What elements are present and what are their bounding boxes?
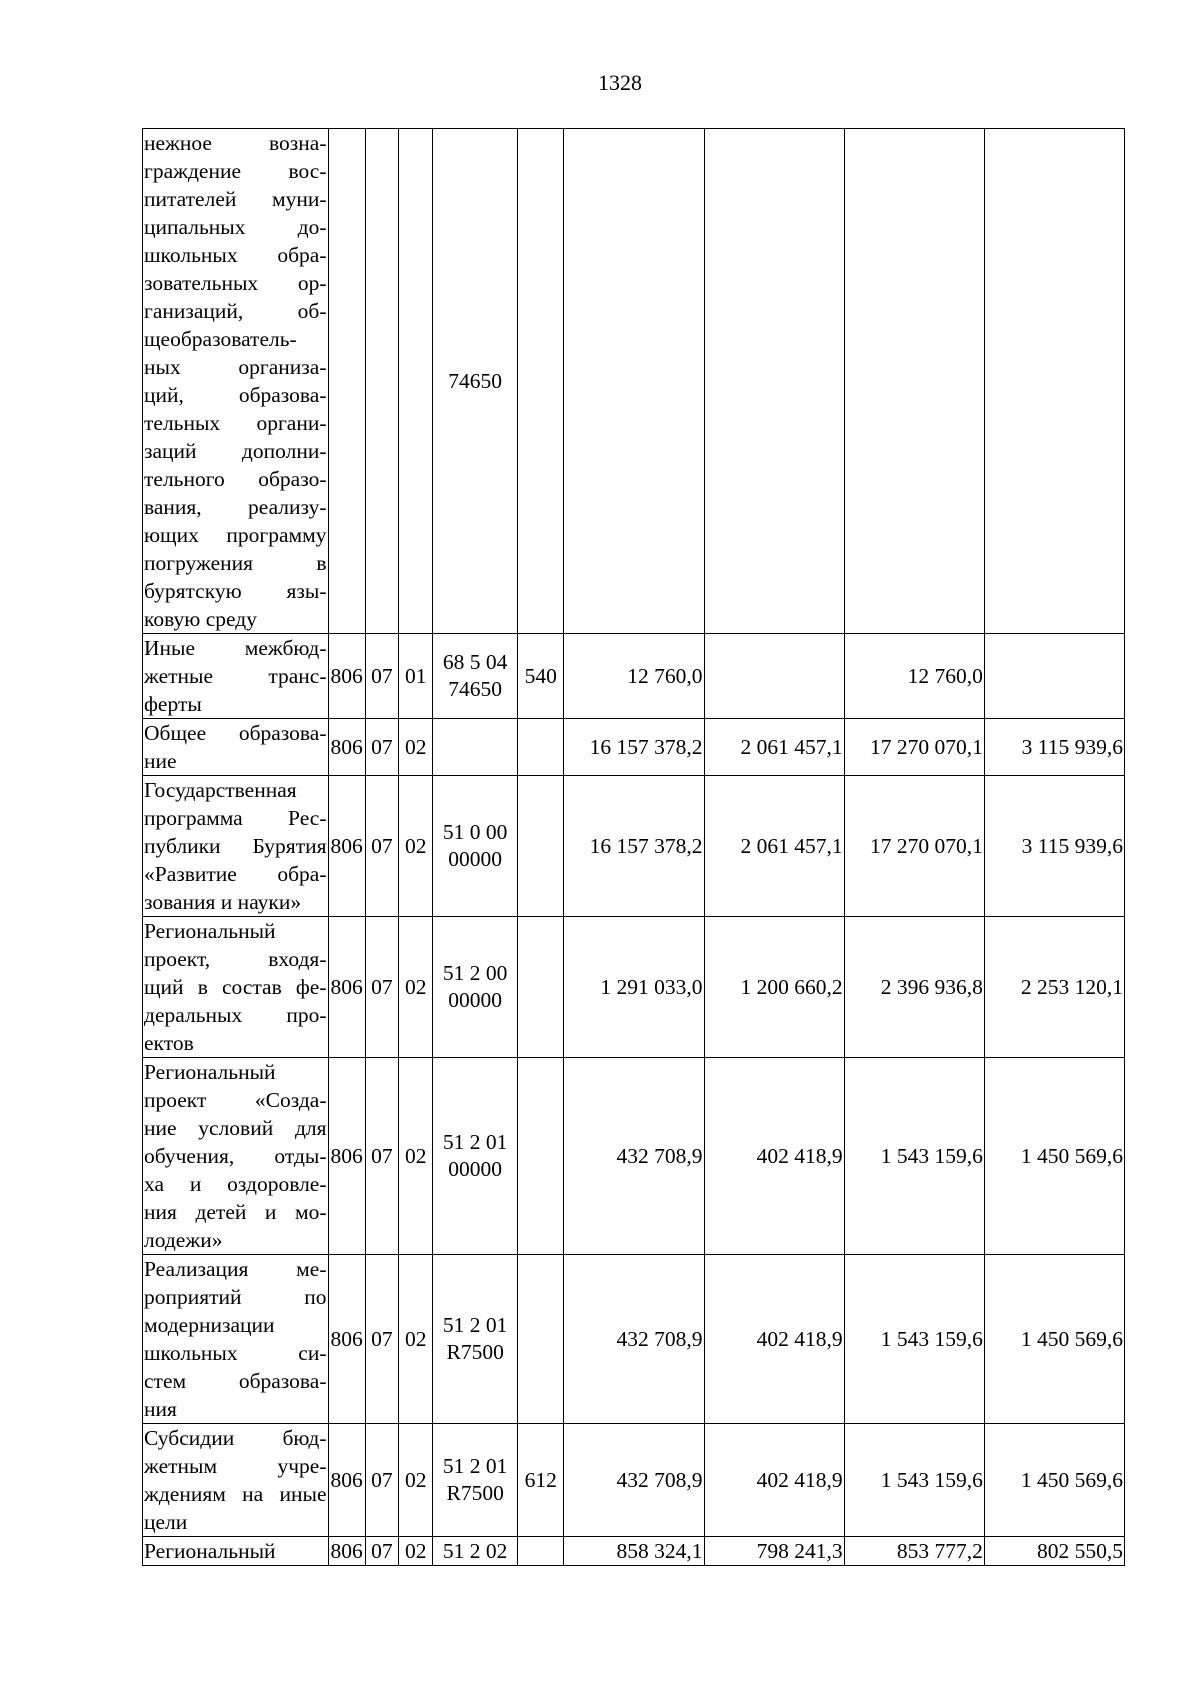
- subsection-code-cell: 02: [399, 1537, 433, 1566]
- row-name-line: ния детей и мо-: [144, 1200, 327, 1224]
- row-name-line: погружения в: [144, 551, 327, 575]
- amount-cell-4: [984, 129, 1124, 634]
- table-row: [143, 1424, 1125, 1537]
- target-article-line: 51 2 01: [442, 1454, 508, 1478]
- section-code-cell: 07: [365, 719, 398, 776]
- amount-cell-4: 1 450 569,6: [984, 1424, 1124, 1537]
- table-row: [143, 719, 1125, 776]
- amount-cell-3: 1 543 159,6: [844, 1424, 984, 1537]
- admin-code-cell: 806: [328, 634, 365, 719]
- target-article-line: 51 2 02: [442, 1538, 508, 1563]
- amount-cell-2: 402 418,9: [704, 1424, 844, 1537]
- table-row: [143, 1058, 1125, 1255]
- target-article-line: 51 0 00: [442, 820, 508, 844]
- row-name-line: ферты: [144, 692, 202, 716]
- target-article-cell: [433, 917, 518, 1058]
- row-name-line: нежное возна-: [144, 131, 327, 155]
- subsection-code-cell: 02: [399, 1255, 433, 1424]
- section-code-cell: [365, 129, 398, 634]
- expense-type-cell: [518, 1537, 564, 1566]
- row-name-line: щий в состав фе-: [144, 975, 327, 999]
- amount-cell-2: 2 061 457,1: [704, 719, 844, 776]
- expense-type-cell: 612: [518, 1424, 564, 1537]
- target-article-line: 00000: [448, 1157, 503, 1181]
- row-name-line: стем образова-: [144, 1369, 327, 1393]
- row-name-cell: [143, 634, 329, 719]
- row-name-line: проект «Созда-: [144, 1088, 327, 1112]
- target-article-cell: [433, 1058, 518, 1255]
- amount-cell-4: 2 253 120,1: [984, 917, 1124, 1058]
- expense-type-cell: [518, 719, 564, 776]
- table-row: [143, 776, 1125, 917]
- amount-cell-3: 2 396 936,8: [844, 917, 984, 1058]
- row-name-line: ние условий для: [144, 1116, 327, 1140]
- target-article-line: 68 5 04: [442, 650, 508, 674]
- table-row: [143, 129, 1125, 634]
- row-name-line: ектов: [144, 1031, 194, 1055]
- target-article-cell: [433, 129, 518, 634]
- subsection-code-cell: 02: [399, 776, 433, 917]
- row-name-line: ния: [144, 1397, 177, 1421]
- subsection-code-cell: 02: [399, 1424, 433, 1537]
- table-row: [143, 1537, 1125, 1566]
- table-row: [143, 1255, 1125, 1424]
- row-name-line: жетным учре-: [144, 1454, 327, 1478]
- row-name-line: ковую среду: [144, 607, 257, 631]
- row-name-line: проект, входя-: [144, 947, 327, 971]
- row-name-line: ха и оздоровле-: [144, 1172, 327, 1196]
- target-article-cell: [433, 776, 518, 917]
- expense-type-cell: [518, 1255, 564, 1424]
- section-code-cell: 07: [365, 1424, 398, 1537]
- target-article-cell: [433, 1424, 518, 1537]
- row-name-line: ных организа-: [144, 355, 327, 379]
- row-name-line: школьных обра-: [144, 243, 327, 267]
- target-article-cell: [433, 719, 518, 776]
- amount-cell-1: 432 708,9: [564, 1058, 704, 1255]
- amount-cell-4: [984, 634, 1124, 719]
- row-name-cell: [143, 1255, 329, 1424]
- row-name-line: ципальных до-: [144, 215, 327, 239]
- target-article-cell: [433, 1255, 518, 1424]
- row-name-line: школьных си-: [144, 1341, 327, 1365]
- admin-code-cell: 806: [328, 719, 365, 776]
- expense-type-cell: [518, 129, 564, 634]
- row-name-line: ние: [144, 749, 177, 773]
- target-article-line: 00000: [448, 988, 503, 1012]
- target-article-line: 51 2 01: [442, 1130, 508, 1154]
- row-name-line: вания, реализу-: [144, 495, 327, 519]
- subsection-code-cell: [399, 129, 433, 634]
- target-article-line: 74650: [448, 677, 503, 701]
- expense-type-cell: [518, 1058, 564, 1255]
- row-name-cell: [143, 917, 329, 1058]
- subsection-code-cell: 02: [399, 719, 433, 776]
- expense-type-cell: [518, 917, 564, 1058]
- row-name-line: жетные транс-: [144, 664, 327, 688]
- row-name-cell: [143, 719, 329, 776]
- amount-cell-2: 1 200 660,2: [704, 917, 844, 1058]
- amount-cell-1: 12 760,0: [564, 634, 704, 719]
- row-name-cell: [143, 1537, 329, 1566]
- admin-code-cell: 806: [328, 1537, 365, 1566]
- row-name-line: «Развитие обра-: [144, 862, 327, 886]
- admin-code-cell: [328, 129, 365, 634]
- row-name-line: зования и науки»: [144, 890, 302, 914]
- row-name-line: Субсидии бюд-: [144, 1426, 327, 1450]
- row-name-line: ждениям на иные: [144, 1482, 327, 1506]
- admin-code-cell: 806: [328, 917, 365, 1058]
- row-name-cell: [143, 1424, 329, 1537]
- expense-type-cell: [518, 776, 564, 917]
- section-code-cell: 07: [365, 1255, 398, 1424]
- amount-cell-1: 432 708,9: [564, 1424, 704, 1537]
- row-name-line: Реализация ме-: [144, 1257, 327, 1281]
- target-article-line: R7500: [446, 1481, 504, 1505]
- admin-code-cell: 806: [328, 1058, 365, 1255]
- row-name-line: Иные межбюд-: [144, 636, 327, 660]
- row-name-line: ганизаций, об-: [144, 299, 327, 323]
- row-name-line: щеобразователь-: [144, 327, 297, 351]
- amount-cell-3: 1 543 159,6: [844, 1058, 984, 1255]
- amount-cell-2: 2 061 457,1: [704, 776, 844, 917]
- subsection-code-cell: 02: [399, 1058, 433, 1255]
- amount-cell-2: [704, 634, 844, 719]
- row-name-line: ций, образова-: [144, 383, 327, 407]
- amount-cell-3: 17 270 070,1: [844, 776, 984, 917]
- amount-cell-3: 17 270 070,1: [844, 719, 984, 776]
- row-name-line: питателей муни-: [144, 187, 327, 211]
- row-name-line: публики Бурятия: [144, 834, 327, 858]
- amount-cell-2: 402 418,9: [704, 1255, 844, 1424]
- section-code-cell: 07: [365, 634, 398, 719]
- amount-cell-1: 16 157 378,2: [564, 776, 704, 917]
- row-name-line: граждение вос-: [144, 159, 327, 183]
- row-name-line: тельного образо-: [144, 467, 327, 491]
- amount-cell-4: 3 115 939,6: [984, 719, 1124, 776]
- row-name-line: цели: [144, 1510, 188, 1534]
- row-name-line: заций дополни-: [144, 439, 327, 463]
- row-name-line: деральных про-: [144, 1003, 327, 1027]
- amount-cell-2: 402 418,9: [704, 1058, 844, 1255]
- target-article-cell: [433, 634, 518, 719]
- row-name-line: зовательных ор-: [144, 271, 327, 295]
- row-name-cell: [143, 1058, 329, 1255]
- table-row: [143, 634, 1125, 719]
- target-article-line: 51 2 01: [442, 1313, 508, 1337]
- amount-cell-4: 1 450 569,6: [984, 1058, 1124, 1255]
- subsection-code-cell: 01: [399, 634, 433, 719]
- target-article-line: 00000: [448, 847, 503, 871]
- row-name-line: Общее образова-: [144, 721, 327, 745]
- row-name-line: Государственная: [144, 778, 297, 802]
- table-body: [143, 129, 1125, 1566]
- target-article-line: R7500: [446, 1340, 504, 1364]
- page-number: 1328: [598, 70, 642, 95]
- amount-cell-1: 858 324,1: [564, 1537, 704, 1566]
- row-name-cell: [143, 776, 329, 917]
- admin-code-cell: 806: [328, 1424, 365, 1537]
- section-code-cell: 07: [365, 917, 398, 1058]
- row-name-line: лодежи»: [144, 1228, 223, 1252]
- row-name-line: Региональный: [144, 1539, 276, 1563]
- amount-cell-4: 1 450 569,6: [984, 1255, 1124, 1424]
- row-name-line: обучения, отды-: [144, 1144, 327, 1168]
- row-name-line: модернизации: [144, 1313, 275, 1337]
- amount-cell-4: 3 115 939,6: [984, 776, 1124, 917]
- amount-cell-4: 802 550,5: [984, 1537, 1124, 1566]
- amount-cell-3: [844, 129, 984, 634]
- row-name-line: ющих программу: [144, 523, 327, 547]
- row-name-line: бурятскую язы-: [144, 579, 327, 603]
- section-code-cell: 07: [365, 776, 398, 917]
- section-code-cell: 07: [365, 1058, 398, 1255]
- target-article-line: 51 2 00: [442, 961, 508, 985]
- amount-cell-3: 1 543 159,6: [844, 1255, 984, 1424]
- admin-code-cell: 806: [328, 1255, 365, 1424]
- row-name-line: роприятий по: [144, 1285, 327, 1309]
- target-article-line: 74650: [448, 368, 503, 393]
- admin-code-cell: 806: [328, 776, 365, 917]
- table-row: [143, 917, 1125, 1058]
- target-article-cell: [433, 1537, 518, 1566]
- row-name-cell: [143, 129, 329, 634]
- section-code-cell: 07: [365, 1537, 398, 1566]
- amount-cell-1: 16 157 378,2: [564, 719, 704, 776]
- row-name-line: тельных органи-: [144, 411, 327, 435]
- amount-cell-3: 12 760,0: [844, 634, 984, 719]
- amount-cell-3: 853 777,2: [844, 1537, 984, 1566]
- expense-type-cell: 540: [518, 634, 564, 719]
- amount-cell-2: [704, 129, 844, 634]
- amount-cell-1: 1 291 033,0: [564, 917, 704, 1058]
- budget-table: [142, 128, 1125, 1566]
- row-name-line: Региональный: [144, 919, 276, 943]
- row-name-line: программа Рес-: [144, 806, 327, 830]
- amount-cell-2: 798 241,3: [704, 1537, 844, 1566]
- amount-cell-1: [564, 129, 704, 634]
- subsection-code-cell: 02: [399, 917, 433, 1058]
- row-name-line: Региональный: [144, 1060, 276, 1084]
- amount-cell-1: 432 708,9: [564, 1255, 704, 1424]
